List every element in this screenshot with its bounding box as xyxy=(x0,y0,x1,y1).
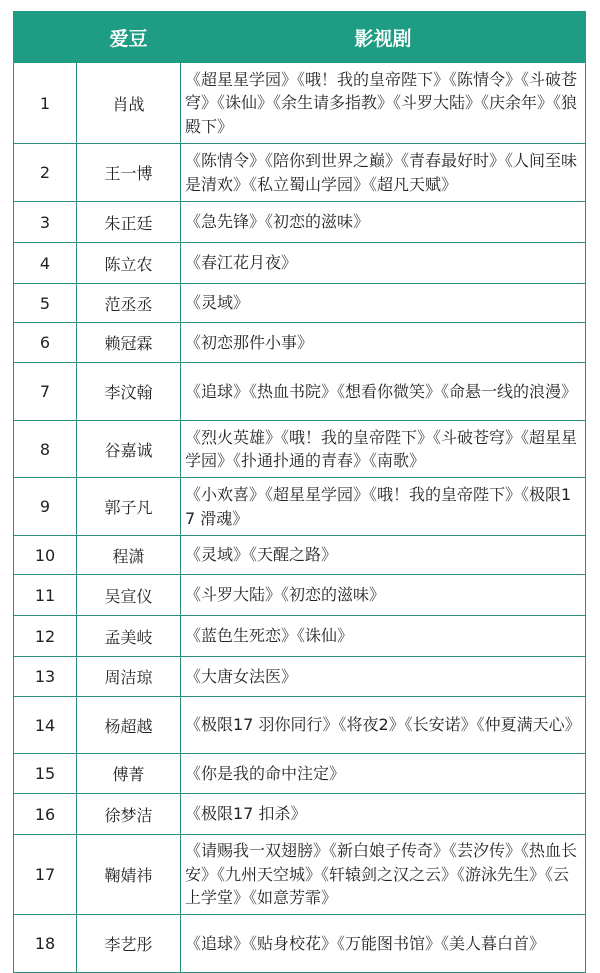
row-idol-name: 陈立农 xyxy=(77,243,181,284)
row-rank: 13 xyxy=(14,657,77,697)
row-works: 《蓝色生死恋》《诛仙》 xyxy=(181,616,586,657)
row-rank: 1 xyxy=(14,63,77,144)
idol-drama-table xyxy=(13,11,586,973)
row-rank: 18 xyxy=(14,915,77,973)
row-rank: 8 xyxy=(14,421,77,478)
row-idol-name: 赖冠霖 xyxy=(77,323,181,363)
row-idol-name: 范丞丞 xyxy=(77,284,181,323)
table-row xyxy=(14,697,586,754)
row-idol-name: 李艺彤 xyxy=(77,915,181,973)
row-works: 《灵域》 xyxy=(181,284,586,323)
row-works: 《极限17 扣杀》 xyxy=(181,794,586,835)
row-rank: 16 xyxy=(14,794,77,835)
row-idol-name: 李汶翰 xyxy=(77,363,181,421)
table-row xyxy=(14,536,586,575)
row-works: 《你是我的命中注定》 xyxy=(181,754,586,794)
row-rank: 2 xyxy=(14,144,77,202)
row-works: 《灵域》《天醒之路》 xyxy=(181,536,586,575)
row-idol-name: 朱正廷 xyxy=(77,202,181,243)
header-works: 影视剧 xyxy=(181,12,586,63)
row-works: 《超星星学园》《哦！我的皇帝陛下》《陈情令》《斗破苍穹》《诛仙》《余生请多指教》《斗罗大陆》《庆余年》《狼殿下》 xyxy=(181,63,586,144)
row-idol-name: 杨超越 xyxy=(77,697,181,754)
row-rank: 5 xyxy=(14,284,77,323)
table-row xyxy=(14,323,586,363)
row-works: 《烈火英雄》《哦！我的皇帝陛下》《斗破苍穹》《超星星学园》《扑通扑通的青春》《南歌》 xyxy=(181,421,586,478)
table-row xyxy=(14,243,586,284)
row-works: 《急先锋》《初恋的滋味》 xyxy=(181,202,586,243)
row-works: 《小欢喜》《超星星学园》《哦！我的皇帝陛下》《极限17 滑魂》 xyxy=(181,478,586,536)
row-rank: 9 xyxy=(14,478,77,536)
row-rank: 17 xyxy=(14,835,77,915)
table-row xyxy=(14,754,586,794)
table-row xyxy=(14,835,586,915)
row-works: 《大唐女法医》 xyxy=(181,657,586,697)
row-rank: 3 xyxy=(14,202,77,243)
row-rank: 4 xyxy=(14,243,77,284)
row-idol-name: 孟美岐 xyxy=(77,616,181,657)
row-idol-name: 谷嘉诚 xyxy=(77,421,181,478)
table-row xyxy=(14,575,586,616)
table-row xyxy=(14,421,586,478)
table-row xyxy=(14,144,586,202)
row-idol-name: 傅菁 xyxy=(77,754,181,794)
row-works: 《斗罗大陆》《初恋的滋味》 xyxy=(181,575,586,616)
header-idol: 爱豆 xyxy=(77,12,181,63)
header-rank xyxy=(14,12,77,63)
row-works: 《春江花月夜》 xyxy=(181,243,586,284)
row-idol-name: 王一博 xyxy=(77,144,181,202)
row-works: 《陈情令》《陪你到世界之巅》《青春最好时》《人间至味是清欢》《私立蜀山学园》《超凡天赋》 xyxy=(181,144,586,202)
row-works: 《追球》《热血书院》《想看你微笑》《命悬一线的浪漫》 xyxy=(181,363,586,421)
row-works: 《请赐我一双翅膀》《新白娘子传奇》《芸汐传》《热血长安》《九州天空城》《轩辕剑之汉之云》《游泳先生》《云上学堂》《如意芳霏》 xyxy=(181,835,586,915)
row-rank: 15 xyxy=(14,754,77,794)
table-row xyxy=(14,63,586,144)
row-idol-name: 郭子凡 xyxy=(77,478,181,536)
row-idol-name: 鞠婧祎 xyxy=(77,835,181,915)
row-rank: 11 xyxy=(14,575,77,616)
row-rank: 6 xyxy=(14,323,77,363)
row-idol-name: 吴宣仪 xyxy=(77,575,181,616)
table-header-row xyxy=(14,12,586,63)
row-works: 《极限17 羽你同行》《将夜2》《长安诺》《仲夏满天心》 xyxy=(181,697,586,754)
row-rank: 10 xyxy=(14,536,77,575)
row-works: 《追球》《贴身校花》《万能图书馆》《美人暮白首》 xyxy=(181,915,586,973)
row-rank: 12 xyxy=(14,616,77,657)
table-row xyxy=(14,657,586,697)
table-row xyxy=(14,202,586,243)
table-row xyxy=(14,915,586,973)
row-rank: 14 xyxy=(14,697,77,754)
table-row xyxy=(14,363,586,421)
row-idol-name: 徐梦洁 xyxy=(77,794,181,835)
row-rank: 7 xyxy=(14,363,77,421)
table-row xyxy=(14,794,586,835)
row-works: 《初恋那件小事》 xyxy=(181,323,586,363)
row-idol-name: 周洁琼 xyxy=(77,657,181,697)
row-idol-name: 肖战 xyxy=(77,63,181,144)
table-row xyxy=(14,616,586,657)
idol-drama-table-container xyxy=(13,11,585,973)
row-idol-name: 程潇 xyxy=(77,536,181,575)
table-row xyxy=(14,478,586,536)
table-row xyxy=(14,284,586,323)
